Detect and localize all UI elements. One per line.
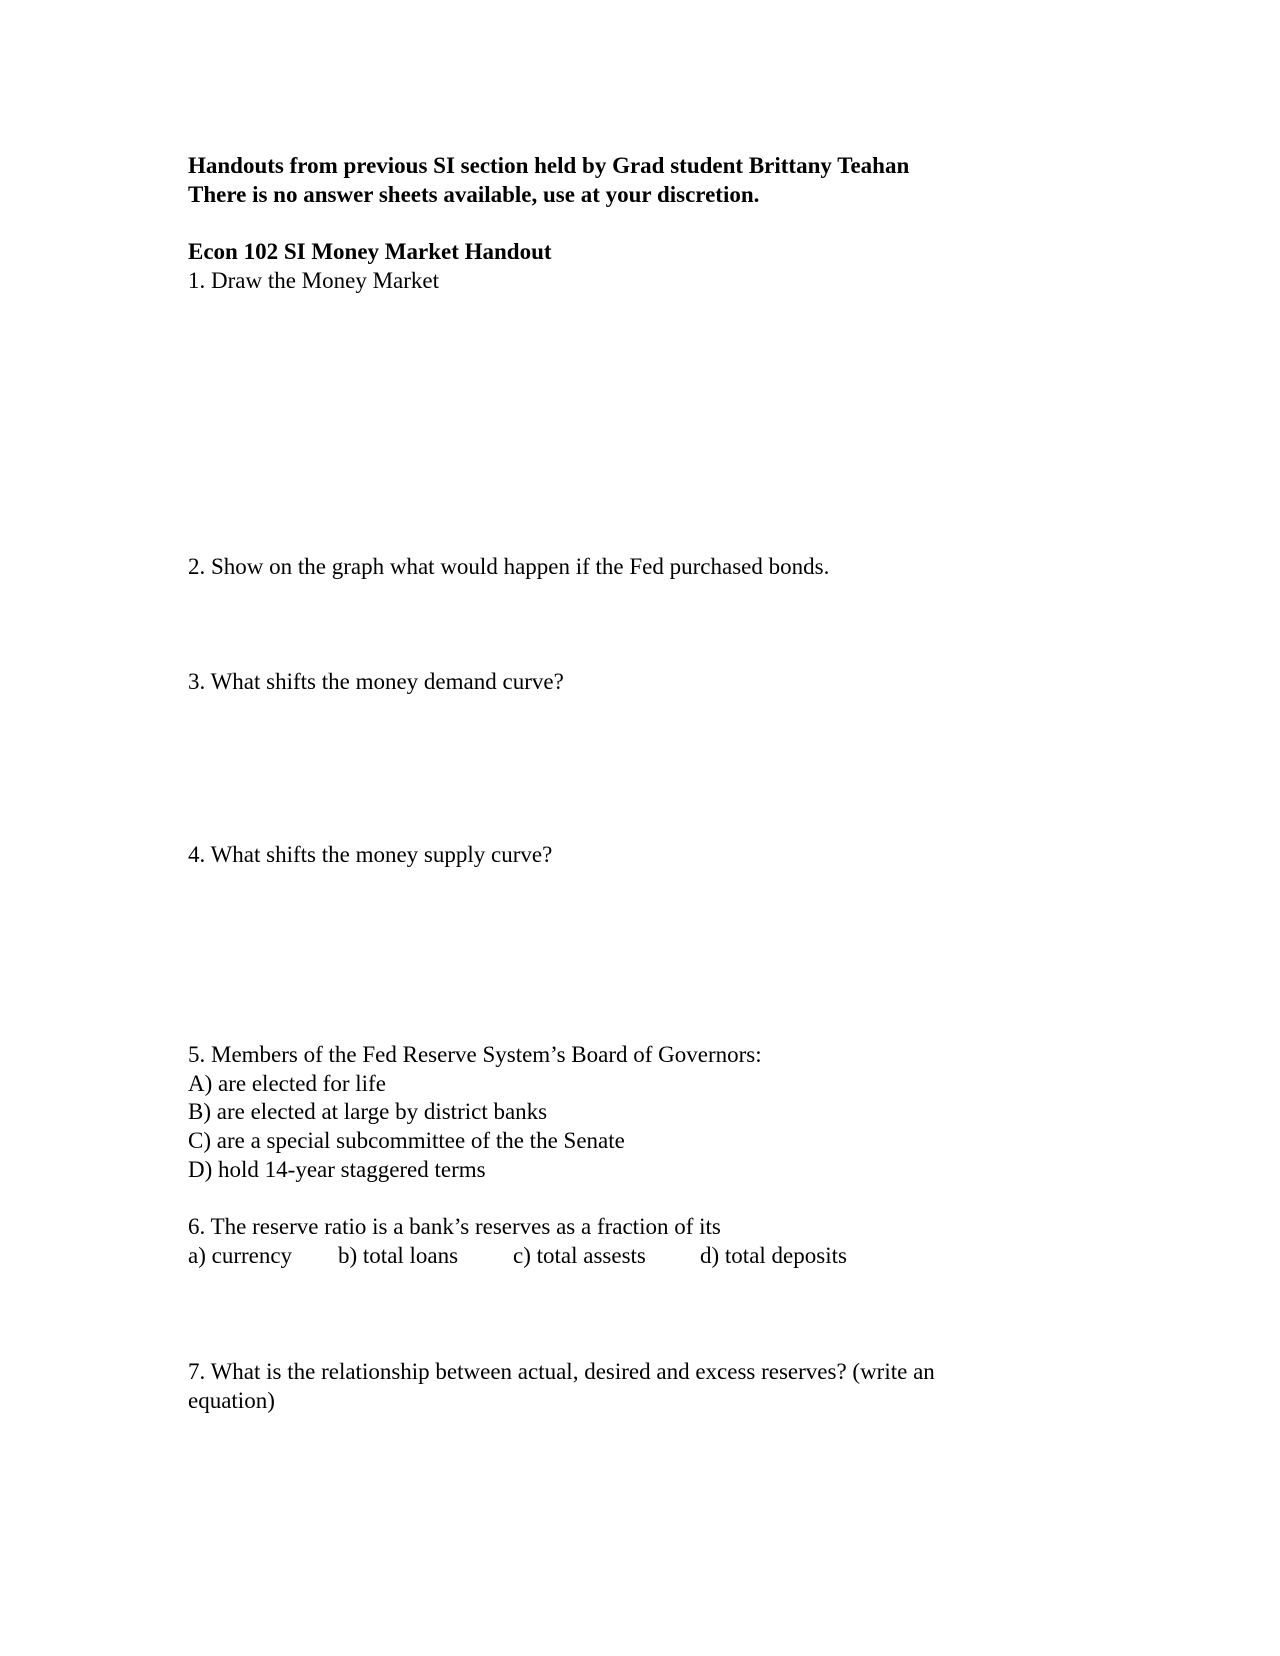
question-6-option-d: d) total deposits <box>700 1243 847 1268</box>
question-7-line-2: equation) <box>188 1388 275 1413</box>
header-line-1: Handouts from previous SI section held by Grad student Brittany Teahan <box>188 153 910 178</box>
question-6-option-c: c) total assests <box>513 1243 646 1268</box>
question-6-stem: 6. The reserve ratio is a bank’s reserves as a fraction of its <box>188 1214 721 1239</box>
question-6-option-b: b) total loans <box>338 1243 459 1268</box>
handout-title: Econ 102 SI Money Market Handout <box>188 239 552 264</box>
question-5-option-b: B) are elected at large by district banks <box>188 1099 548 1124</box>
header-line-2: There is no answer sheets available, use at your discretion. <box>188 182 760 207</box>
question-6-option-a: a) currency <box>188 1243 293 1268</box>
question-5-stem: 5. Members of the Fed Reserve System’s Board of Governors: <box>188 1042 762 1067</box>
question-4: 4. What shifts the money supply curve? <box>188 842 553 867</box>
question-2: 2. Show on the graph what would happen if the Fed purchased bonds. <box>188 554 830 579</box>
question-5-option-d: D) hold 14-year staggered terms <box>188 1157 486 1182</box>
question-5-option-a: A) are elected for life <box>188 1071 386 1096</box>
question-1: 1. Draw the Money Market <box>188 268 440 293</box>
question-5-option-c: C) are a special subcommittee of the the Senate <box>188 1128 625 1153</box>
question-3: 3. What shifts the money demand curve? <box>188 669 564 694</box>
question-7-line-1: 7. What is the relationship between actual, desired and excess reserves? (write an <box>188 1359 935 1384</box>
